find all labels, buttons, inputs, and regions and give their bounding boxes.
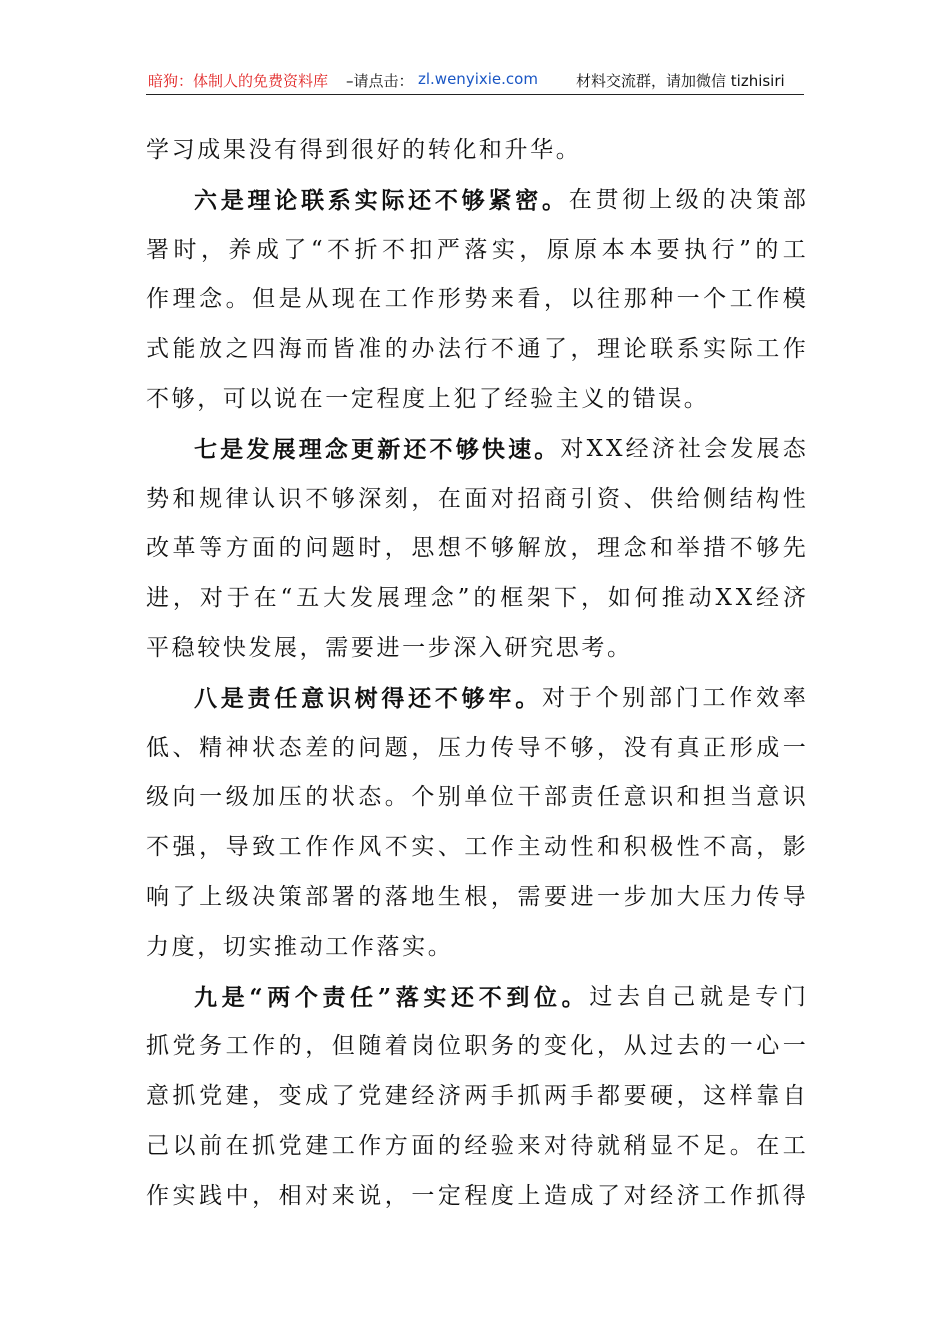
text-line: 八 是 责 任 意 识 树 得 还 不 够 牢 。 对 于 个 别 部 门 工 作 效 率 xyxy=(194,684,806,712)
text-line: 响 了 上 级 决 策 部 署 的 落 地 生 根 ， 需 要 进 一 步 加 大 压 力 传 导 xyxy=(146,883,806,910)
text-line: 作 理 念 。 但 是 从 现 在 工 作 形 势 来 看 ， 以 往 那 种 一 个 工 作 模 xyxy=(146,286,806,313)
text-line: 平 稳 较 快 发 展 ， 需 要 进 一 步 深 入 研 究 思 考 。 xyxy=(146,634,633,661)
document-body xyxy=(146,126,806,1222)
text-line: 作 实 践 中 ， 相 对 来 说 ， 一 定 程 度 上 造 成 了 对 经 济 工 作 抓 得 xyxy=(146,1182,806,1209)
header-site-name[interactable]: 暗狗：体制人的免费资料库 xyxy=(148,72,329,90)
text-line: 改 革 等 方 面 的 问 题 时 ， 思 想 不 够 解 放 ， 理 念 和 举 措 不 够 先 xyxy=(146,535,806,562)
text-line: 六 是 理 论 联 系 实 际 还 不 够 紧 密 。 在 贯 彻 上 级 的 决 策 部 xyxy=(194,186,806,214)
text-line: 力 度 ， 切 实 推 动 工 作 落 实 。 xyxy=(146,933,454,960)
text-line: 式 能 放 之 四 海 而 皆 准 的 办 法 行 不 通 了 ， 理 论 联 系 实 际 工 作 xyxy=(146,336,806,363)
text-line: 不 够 ， 可 以 说 在 一 定 程 度 上 犯 了 经 验 主 义 的 错 误 。 xyxy=(146,385,710,412)
text-line: 抓 党 务 工 作 的 ， 但 随 着 岗 位 职 务 的 变 化 ， 从 过 去 的 一 心 一 xyxy=(146,1033,806,1060)
text-line: 九 是 “ 两 个 责 任 ” 落 实 还 不 到 位 。 过 去 自 己 就 是 专 门 xyxy=(194,983,806,1011)
text-line: 己 以 前 在 抓 党 建 工 作 方 面 的 经 验 来 对 待 就 稍 显 不 足 。 在 工 xyxy=(146,1132,806,1159)
text-line: 进 ， 对 于 在 “ 五 大 发 展 理 念 ” 的 框 架 下 ， 如 何 推 动 X X 经 济 xyxy=(146,585,806,612)
text-line: 七 是 发 展 理 念 更 新 还 不 够 快 速 。 对 X X 经 济 社 会 发 展 态 xyxy=(194,435,806,463)
text-line: 学 习 成 果 没 有 得 到 很 好 的 转 化 和 升 华 。 xyxy=(146,137,582,163)
text-line: 不 强 ， 导 致 工 作 作 风 不 实 、 工 作 主 动 性 和 积 极 性 不 高 ， 影 xyxy=(146,834,806,861)
text-line: 低 、 精 神 状 态 差 的 问 题 ， 压 力 传 导 不 够 ， 没 有 真 正 形 成 一 xyxy=(146,734,806,761)
text-line: 势 和 规 律 认 识 不 够 深 刻 ， 在 面 对 招 商 引 资 、 供 给 侧 结 构 性 xyxy=(146,485,806,512)
header-url-link[interactable]: zl.wenyixie.com xyxy=(418,70,538,88)
text-line: 级 向 一 级 加 压 的 状 态 。 个 别 单 位 干 部 责 任 意 识 和 担 当 意 识 xyxy=(146,784,806,811)
text-line: 署 时 ， 养 成 了 “ 不 折 不 扣 严 落 实 ， 原 原 本 本 要 执 行 ” 的 工 xyxy=(146,236,806,263)
header-prompt: –请点击： xyxy=(346,72,414,90)
page-header xyxy=(146,66,804,95)
header-wechat-note: 材料交流群，请加微信 tizhisiri xyxy=(576,72,785,90)
text-line: 意 抓 党 建 ， 变 成 了 党 建 经 济 两 手 抓 两 手 都 要 硬 ， 这 样 靠 自 xyxy=(146,1083,806,1110)
